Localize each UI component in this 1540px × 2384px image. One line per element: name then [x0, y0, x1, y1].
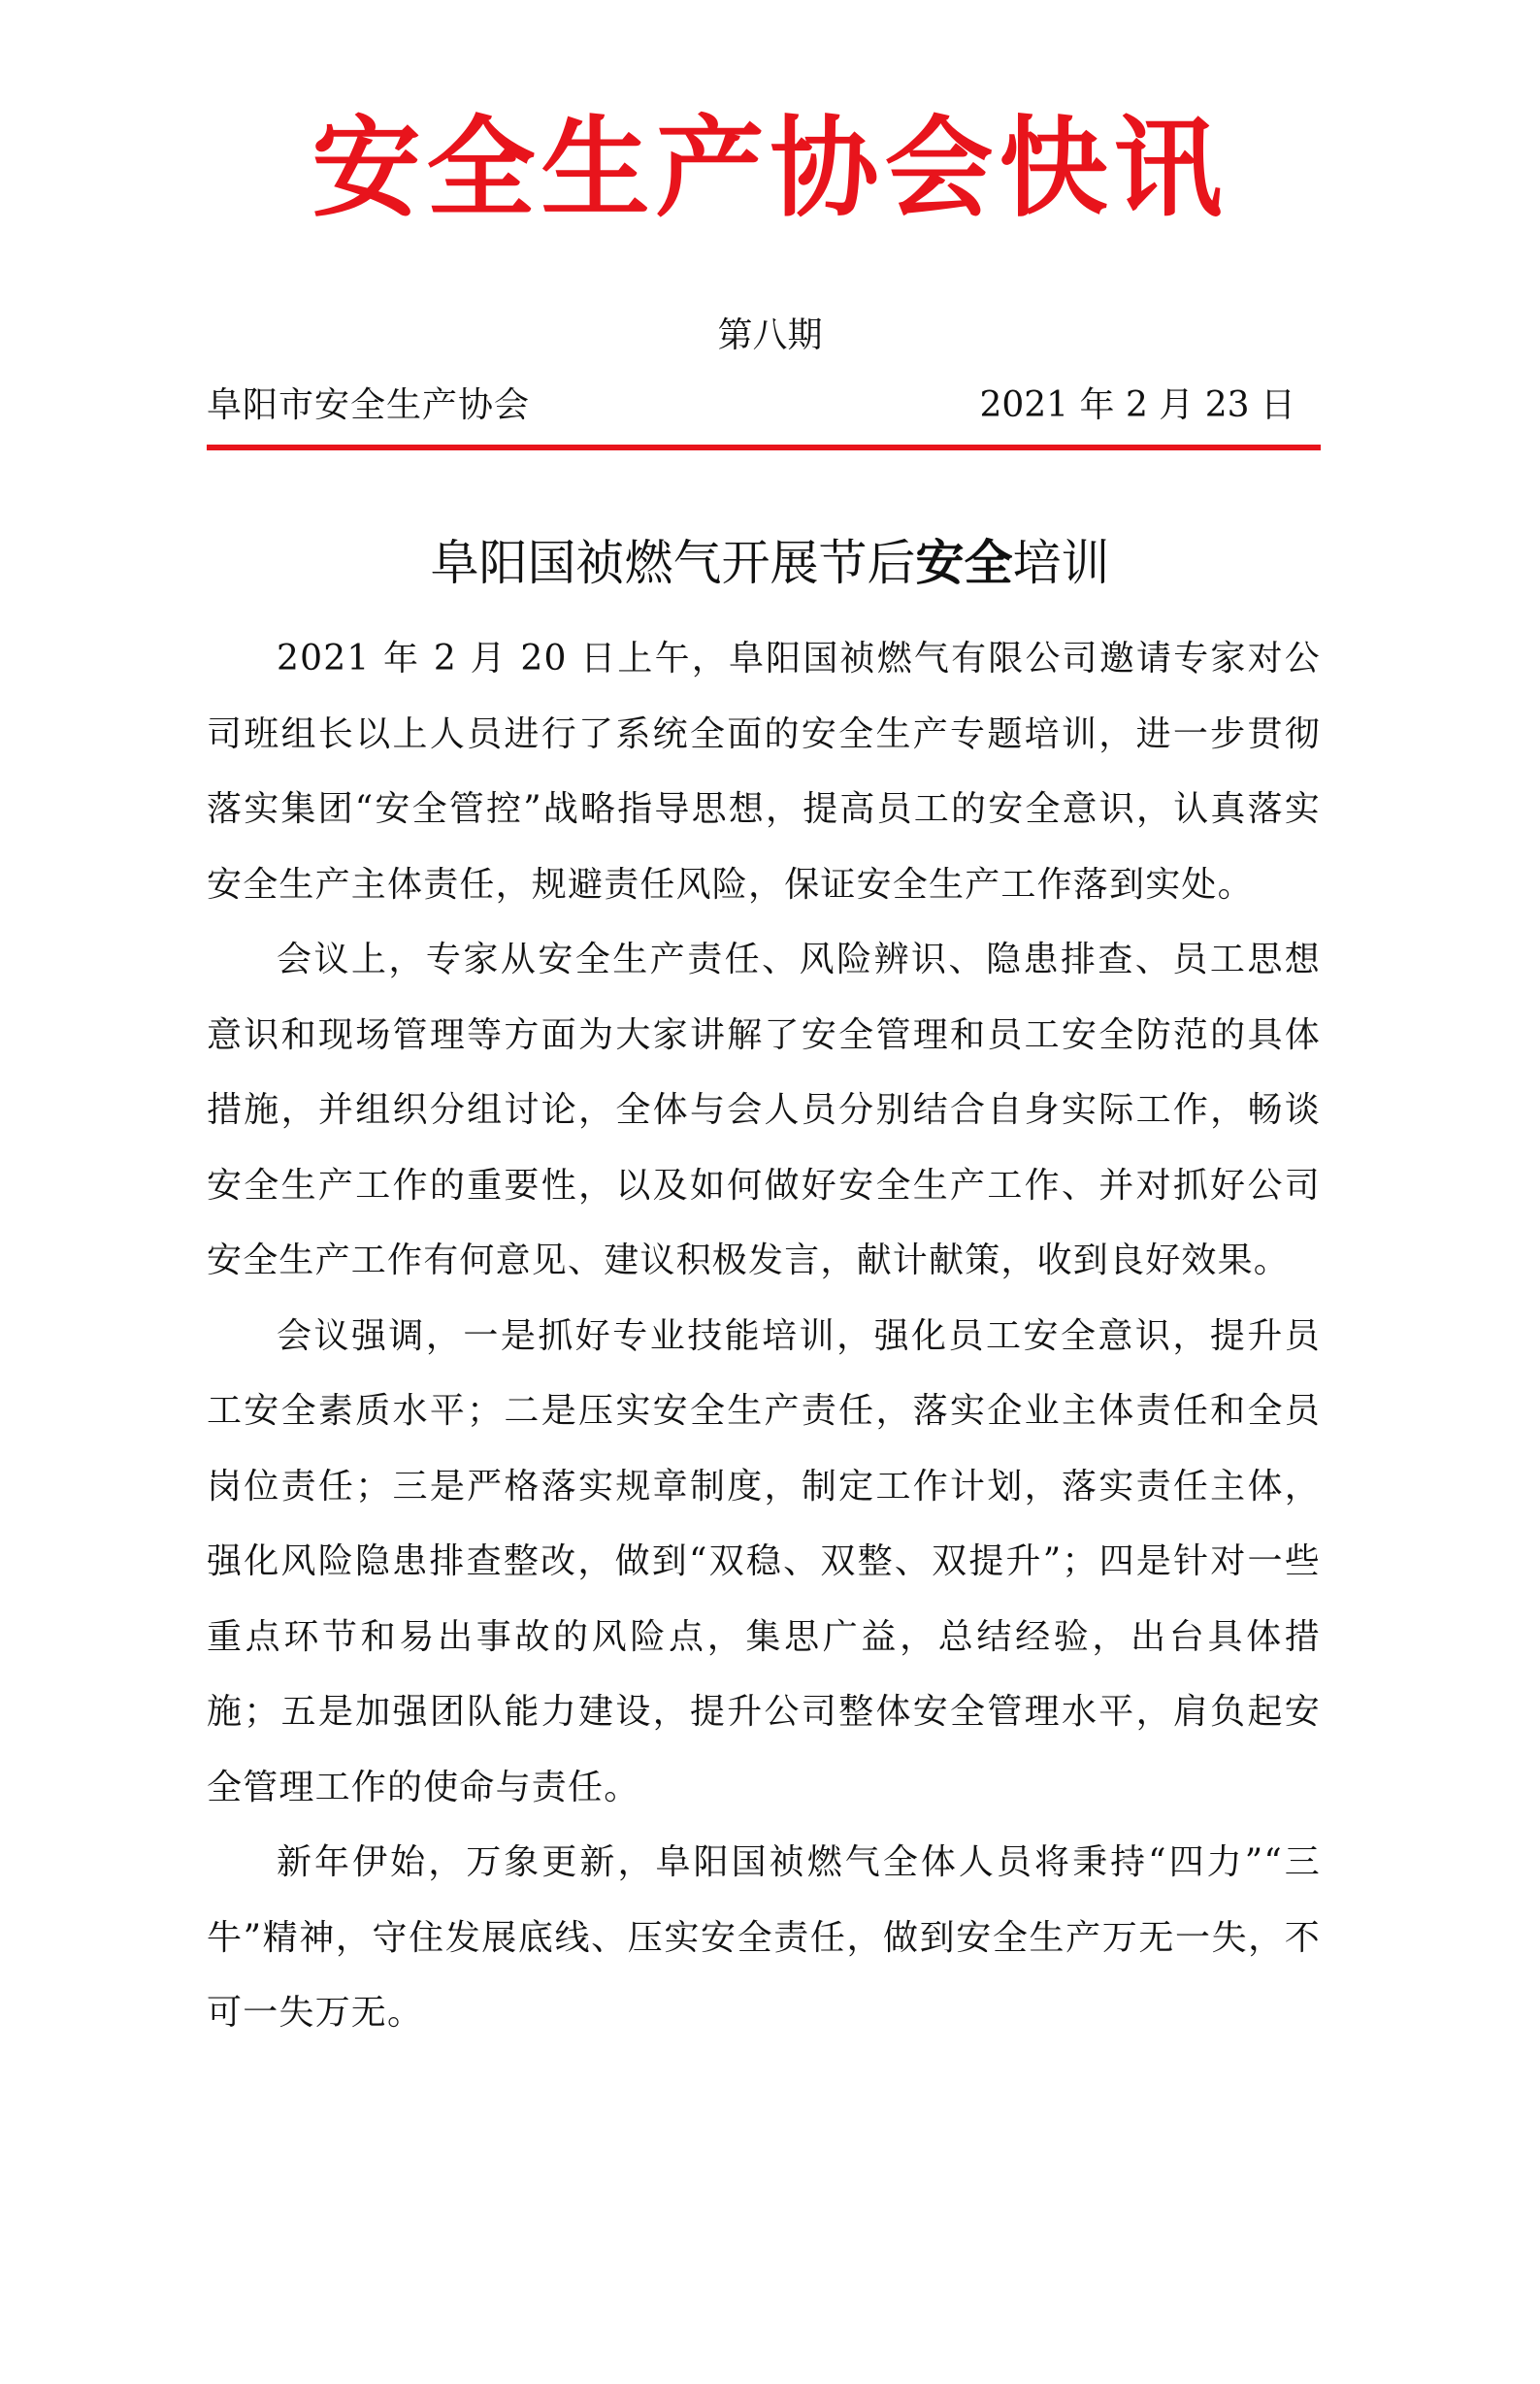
- issue-number: 第八期: [717, 315, 823, 355]
- article-title-part2: 培训: [1012, 535, 1110, 591]
- article-paragraph: 会议强调，一是抓好专业技能培训，强化员工安全意识，提升员工安全素质水平；二是压实安全生产责任，落实企业主体责任和全员岗位责任；三是严格落实规章制度，制定工作计划，落实责任主体，强化风险隐患排查整改，做到“双稳、双整、双提升”；四是针对一些重点环节和易出事故的风险点，集思广益，总结经验，出台具体措施；五是加强团队能力建设，提升公司整体安全管理水平，肩负起安全管理工作的使命与责任。: [207, 1315, 1321, 1807]
- publisher-name: 阜阳市安全生产协会: [207, 385, 531, 425]
- article-title-bold: 安全: [915, 534, 1013, 591]
- article-paragraph: 2021 年 2 月 20 日上午，阜阳国祯燃气有限公司邀请专家对公司班组长以上人员进行了系统全面的安全生产专题培训，进一步贯彻落实集团“安全管控”战略指导思想，提高员工的安全意识，认真落实安全生产主体责任，规避责任风险，保证安全生产工作落到实处。: [207, 639, 1321, 905]
- article-body: [207, 621, 1321, 2051]
- article-paragraph: 会议上，专家从安全生产责任、风险辨识、隐患排查、员工思想意识和现场管理等方面为大家讲解了安全管理和员工安全防范的具体措施，并组织分组讨论，全体与会人员分别结合自身实际工作，畅谈安全生产工作的重要性，以及如何做好安全生产工作、并对抓好公司安全生产工作有何意见、建议积极发言，献计献策，收到良好效果。: [207, 940, 1321, 1280]
- header-divider: [207, 445, 1321, 450]
- article-title: [0, 534, 1540, 591]
- article-paragraph: 新年伊始，万象更新，阜阳国祯燃气全体人员将秉持“四力”“三牛”精神，守住发展底线、压实安全责任，做到安全生产万无一失，不可一失万无。: [207, 1842, 1321, 2033]
- article-title-part1: 阜阳国祯燃气开展节后: [430, 535, 916, 591]
- newsletter-masthead: 安全生产协会快讯: [311, 105, 1229, 232]
- publish-date: 2021 年 2 月 23 日: [979, 385, 1295, 425]
